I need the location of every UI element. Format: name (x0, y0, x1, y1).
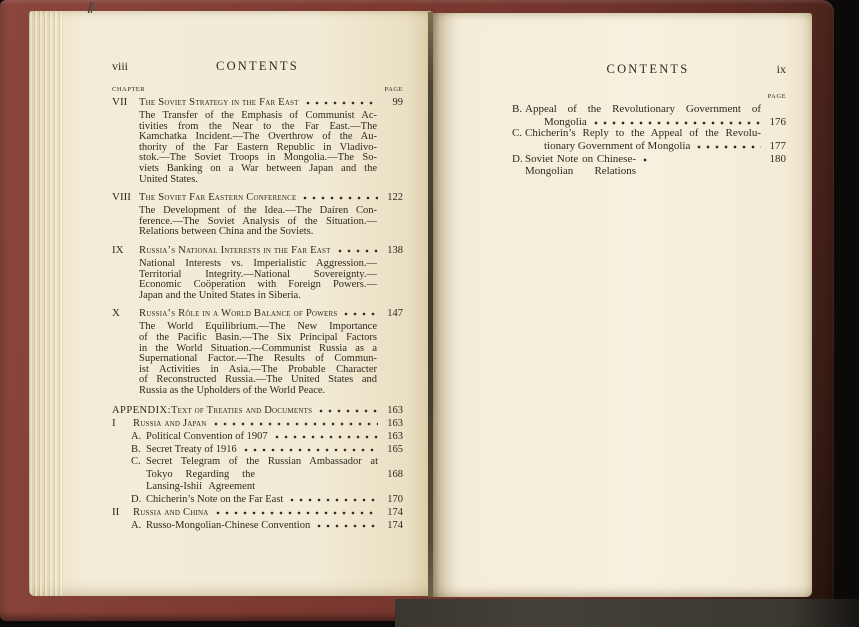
chapter-summary-line: The Transfer of the Emphasis of Communist Ac- (139, 110, 377, 121)
toc-chapter (112, 191, 403, 238)
item-text: Russo-Mongolian-Chinese Convention (146, 520, 311, 532)
chapter-summary-line: Supernational Factor.—The Results of Commun- (139, 353, 377, 365)
toc-chapter (112, 96, 403, 185)
chapter-heading-row (112, 244, 403, 257)
right-toc (510, 104, 786, 177)
section-numeral: I (112, 417, 116, 430)
right-text-block (510, 62, 786, 177)
toc-item-row (510, 128, 786, 140)
appendix-item-row (112, 443, 403, 456)
left-running-head: CONTENTS (216, 59, 299, 73)
appendix-title: Text of Treaties and Documents (170, 405, 313, 417)
chapter-summary-line: Japan and the United States in Siberia. (139, 289, 301, 301)
dot-leader (343, 307, 378, 316)
chapter-summary (139, 206, 377, 238)
chapter-numeral: VIII (112, 191, 131, 204)
chapter-summary-line: Relations between China and the Soviets. (139, 226, 314, 238)
chapter-numeral: IX (112, 243, 124, 256)
chapter-summary-line: The World Equilibrium.—The New Importance (139, 321, 377, 333)
chapter-summary-line: Territorial Integrity.—National Sovereignty.— (139, 268, 377, 280)
right-running-head: CONTENTS (606, 62, 690, 76)
item-text: Mongolia (544, 115, 587, 128)
chapter-summary-line: Economic Coöperation with Foreign Powers.— (139, 279, 377, 291)
page-number: 168 (387, 469, 403, 481)
page-number: 163 (387, 405, 403, 417)
left-toc (112, 96, 403, 532)
item-text: Soviet Note on Chinese-Mongolian Relations (525, 152, 636, 177)
appendix-label: APPENDIX: (112, 405, 171, 417)
handwritten-mark (86, 2, 95, 13)
dot-leader (289, 493, 378, 502)
dot-leader (261, 468, 378, 477)
left-page (29, 11, 431, 596)
appendix-item-row-continued (112, 468, 403, 493)
dot-leader (274, 430, 378, 439)
appendix-section-row (112, 506, 403, 519)
item-text: Political Convention of 1907 (146, 431, 268, 443)
dot-leader (642, 153, 761, 162)
book-gutter (428, 12, 433, 597)
page-number: 177 (769, 140, 786, 153)
dot-leader (305, 96, 378, 105)
chapter-summary-line: United States. (139, 173, 198, 185)
item-letter: A. (131, 520, 142, 532)
chapter-summary-line: tivities from the Near to the Far East.—The (139, 120, 377, 132)
page-number: 138 (387, 244, 403, 256)
left-column-labels (112, 86, 403, 94)
page-number: 174 (387, 520, 403, 532)
appendix-heading-row (112, 404, 403, 417)
appendix-item-row (112, 519, 403, 532)
chapter-label: CHAPTER (112, 86, 146, 93)
appendix-item-row (112, 456, 403, 468)
chapter-numeral: X (112, 307, 120, 320)
chapter-summary-line: Kamchatka Incident.—The Overthrow of the Au- (139, 131, 377, 143)
dot-leader (593, 116, 761, 125)
dot-leader (337, 244, 378, 253)
appendix-section-row (112, 417, 403, 430)
chapter-summary-line: Russia as the Upholders of the World Peace. (139, 384, 326, 396)
section-title: Russia and Japan (133, 418, 207, 430)
item-text: Appeal of the Revolutionary Government of (525, 103, 761, 115)
item-letter: D. (131, 494, 142, 506)
item-text: Chicherin’s Note on the Far East (146, 494, 284, 506)
right-folio: ix (776, 62, 786, 76)
chapter-summary-line: The Development of the Idea.—The Dairen Con- (139, 205, 377, 217)
dot-leader (243, 443, 378, 452)
chapter-summary-line: ference.—The Soviet Analysis of the Situation.— (139, 215, 377, 227)
item-letter: B. (131, 444, 141, 456)
left-page-label: PAGE (384, 86, 403, 93)
dot-leader (302, 191, 378, 200)
item-letter: C. (512, 127, 523, 140)
chapter-title: The Soviet Far Eastern Conference (139, 192, 297, 204)
chapter-title: Russia’s Rôle in a World Balance of Powers (139, 308, 338, 320)
left-folio: viii (112, 59, 129, 73)
chapter-heading-row (112, 96, 403, 109)
page-number: 170 (387, 494, 403, 506)
item-text: tionary Government of Mongolia (544, 140, 691, 153)
item-text: Secret Treaty of 1916 (146, 444, 237, 456)
chapter-summary (139, 259, 377, 301)
chapter-summary-line: stok.—The Soviet Troops in Mongolia.—The So- (139, 152, 377, 164)
chapter-heading-row (112, 191, 403, 204)
chapter-summary (139, 111, 377, 185)
item-letter: A. (131, 431, 142, 443)
chapter-summary-line: in the World Situation.—Communist Russia as a (139, 342, 377, 354)
page-number: 99 (392, 97, 403, 108)
dot-leader (215, 506, 378, 515)
page-number: 176 (769, 115, 786, 128)
chapter-title: Russia’s National Interests in the Far East (139, 244, 331, 256)
right-page (433, 13, 812, 597)
appendix-block (112, 404, 403, 532)
item-text: Chicherin’s Reply to the Appeal of the Revolu- (525, 127, 761, 140)
item-letter: D. (512, 152, 523, 165)
toc-item-row-continued (510, 140, 786, 153)
chapter-summary-line: of the Pacific Basin.—The Six Principal Factors (139, 331, 377, 343)
appendix-item-row (112, 493, 403, 506)
page-number: 147 (387, 308, 403, 320)
section-title: Russia and China (133, 507, 209, 519)
chapter-numeral: VII (112, 96, 128, 108)
chapter-summary-line: National Interests vs. Imperialistic Aggression.— (139, 257, 377, 269)
right-page-label: PAGE (767, 93, 786, 100)
item-text: Secret Telegram of the Russian Ambassador at (146, 456, 378, 468)
dot-leader (696, 140, 761, 149)
table-surface (395, 599, 859, 627)
chapter-summary-line: viets Banking on a War between Japan and the (139, 162, 377, 174)
chapter-heading-row (112, 307, 403, 320)
toc-chapter (112, 244, 403, 301)
chapter-summary-line: ist Activities in Asia.—The Probable Character (139, 363, 377, 375)
dot-leader (318, 404, 378, 413)
dot-leader (213, 417, 379, 426)
left-page-header (112, 59, 403, 74)
chapter-summary (139, 322, 377, 396)
toc-chapter (112, 307, 403, 396)
chapter-summary-line: thority of the Far Eastern Republic in Vladivo- (139, 141, 377, 153)
page-number: 163 (387, 418, 403, 430)
page-number: 165 (387, 444, 403, 456)
chapter-title: The Soviet Strategy in the Far East (139, 97, 299, 108)
chapter-summary-line: of Reconstructed Russia.—The United States and (139, 374, 377, 386)
page-number: 174 (387, 507, 403, 519)
item-letter: B. (512, 103, 523, 115)
item-letter: C. (131, 456, 141, 468)
page-number: 180 (769, 152, 786, 165)
appendix-item-row (112, 430, 403, 443)
right-page-header (510, 62, 786, 77)
toc-item-row (510, 104, 786, 116)
page-number: 163 (387, 431, 403, 443)
right-column-labels (510, 93, 786, 101)
left-text-block (112, 59, 403, 532)
item-text: Tokyo Regarding the Lansing-Ishii Agreement (146, 469, 255, 493)
page-number: 122 (387, 192, 403, 204)
toc-item-row (510, 153, 786, 177)
section-numeral: II (112, 506, 120, 519)
dot-leader (316, 519, 378, 528)
